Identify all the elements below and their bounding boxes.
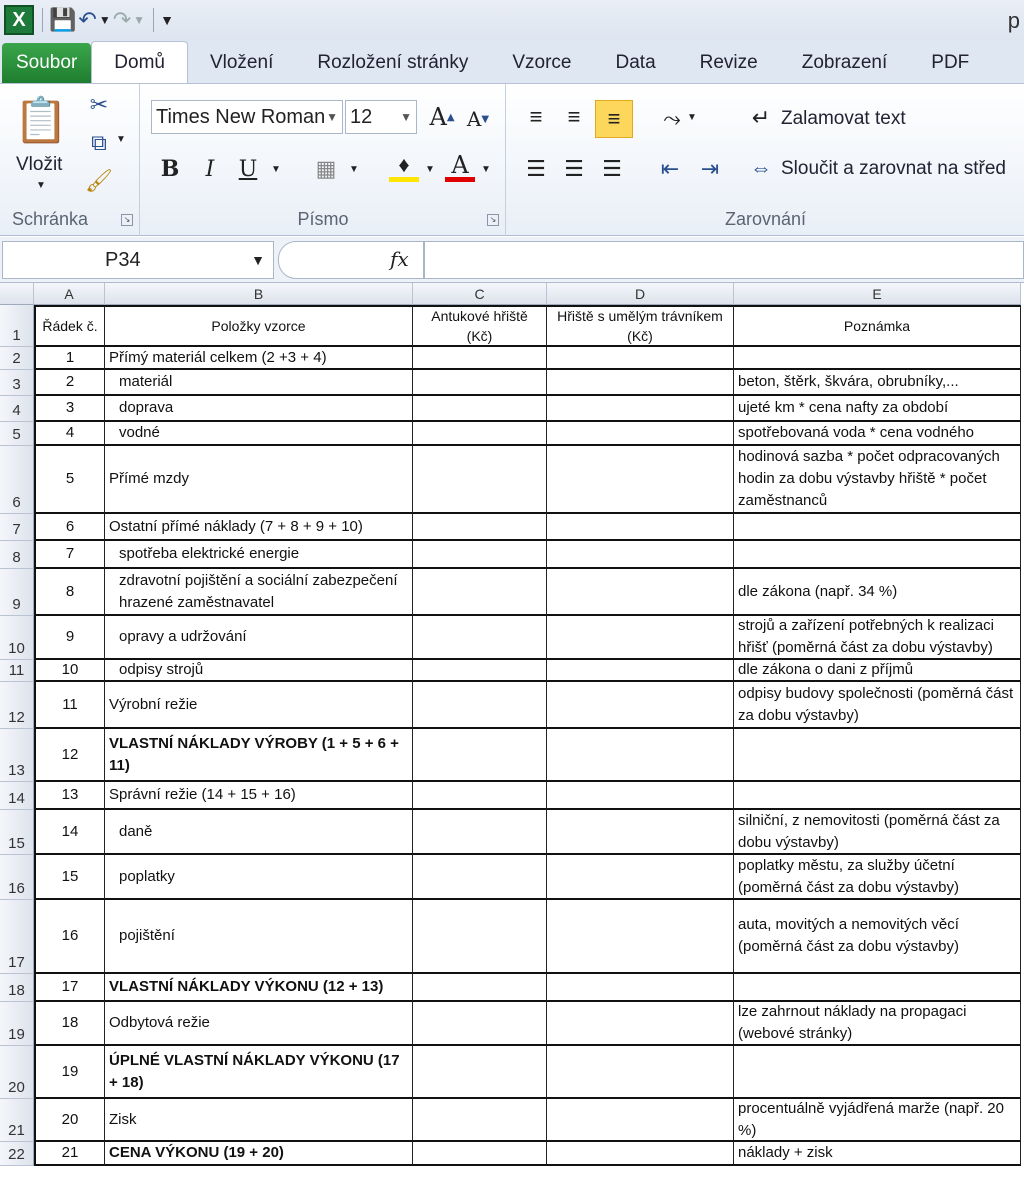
cell-e[interactable]: náklady + zisk	[734, 1142, 1021, 1166]
row-header[interactable]: 7	[0, 514, 34, 541]
align-middle-icon[interactable]: ≡	[567, 104, 581, 129]
font-name-value: Times New Roman	[156, 105, 326, 128]
cell-e[interactable]	[734, 541, 1021, 569]
cell-a[interactable]: 14	[34, 810, 105, 855]
cell-b[interactable]: opravy a udržování	[105, 616, 413, 660]
cell-e[interactable]: Poznámka	[734, 305, 1021, 347]
cell-d[interactable]	[547, 569, 734, 616]
cell-e[interactable]	[734, 514, 1021, 541]
cell-c[interactable]	[413, 900, 547, 974]
cell-e[interactable]: procentuálně vyjádřená marže (např. 20 %)	[734, 1099, 1021, 1142]
cell-d[interactable]	[547, 810, 734, 855]
cell-e[interactable]: silniční, z nemovitosti (poměrná část za dobu výstavby)	[734, 810, 1021, 855]
cell-d[interactable]	[547, 682, 734, 729]
cell-e[interactable]: spotřebovaná voda * cena vodného	[734, 422, 1021, 446]
cell-c[interactable]	[413, 729, 547, 782]
select-all-corner[interactable]	[0, 283, 34, 305]
format-painter-icon[interactable]: 🖌	[85, 168, 113, 193]
cell-d[interactable]	[547, 660, 734, 682]
row-header[interactable]: 15	[0, 810, 34, 855]
cell-e[interactable]: strojů a zařízení potřebných k realizaci hřišť (poměrná část za dobu výstavby)	[734, 616, 1021, 660]
cell-c[interactable]	[413, 810, 547, 855]
cell-d[interactable]	[547, 1046, 734, 1099]
row-header[interactable]: 20	[0, 1046, 34, 1099]
merge-center-button[interactable]: Sloučit a zarovnat na střed	[781, 158, 1006, 179]
decrease-indent-icon[interactable]: ⇤	[660, 156, 680, 181]
window-title: p	[1007, 8, 1020, 33]
cell-a[interactable]: 9	[34, 616, 105, 660]
cell-c[interactable]	[413, 1002, 547, 1046]
row-header[interactable]: 9	[0, 569, 34, 616]
cell-c[interactable]	[413, 782, 547, 810]
fill-color-dropdown-icon[interactable]: ▼	[425, 164, 435, 175]
row-header[interactable]: 22	[0, 1142, 34, 1166]
tab-review[interactable]: Revize	[699, 52, 758, 73]
ribbon-tabs	[0, 40, 1024, 84]
name-box-dropdown-icon[interactable]: ▼	[251, 252, 265, 268]
tab-file[interactable]: Soubor	[2, 43, 91, 83]
cell-d[interactable]: Hřiště s umělým trávníkem (Kč)	[547, 305, 734, 347]
font-group	[141, 84, 506, 236]
column-header-e[interactable]: E	[734, 283, 1021, 305]
worksheet-grid	[0, 283, 1024, 1194]
row-header[interactable]: 11	[0, 660, 34, 682]
row-header[interactable]: 12	[0, 682, 34, 729]
borders-dropdown-icon[interactable]: ▼	[349, 164, 359, 175]
row-header[interactable]: 18	[0, 974, 34, 1002]
cell-e[interactable]	[734, 729, 1021, 782]
cell-b[interactable]: doprava	[105, 396, 413, 422]
grow-font-icon[interactable]: A ▲	[429, 103, 455, 131]
cut-icon[interactable]: ✂	[89, 92, 109, 117]
name-box-value: P34	[105, 248, 141, 271]
row-header[interactable]: 17	[0, 900, 34, 974]
cell-c[interactable]	[413, 541, 547, 569]
cell-a[interactable]: 17	[34, 974, 105, 1002]
font-color-dropdown-icon[interactable]: ▼	[481, 164, 491, 175]
tab-insert[interactable]: Vložení	[209, 52, 274, 73]
cell-a[interactable]: 3	[34, 396, 105, 422]
cell-e[interactable]: ujeté km * cena nafty za období	[734, 396, 1021, 422]
cell-c[interactable]	[413, 660, 547, 682]
quick-access-toolbar	[0, 0, 1024, 40]
redo-icon[interactable]: ↷	[112, 7, 132, 32]
clipboard-group-label: Schránka	[12, 209, 89, 229]
undo-dropdown-icon[interactable]: ▼	[98, 13, 111, 27]
cell-c[interactable]: Antukové hřiště (Kč)	[413, 305, 547, 347]
cell-d[interactable]	[547, 514, 734, 541]
cell-a[interactable]: 15	[34, 855, 105, 900]
cell-b[interactable]: poplatky	[105, 855, 413, 900]
cell-b[interactable]: Přímý materiál celkem (2 +3 + 4)	[105, 347, 413, 370]
row-header[interactable]: 5	[0, 422, 34, 446]
row-header[interactable]: 21	[0, 1099, 34, 1142]
row-header[interactable]: 13	[0, 729, 34, 782]
cell-a[interactable]: 8	[34, 569, 105, 616]
cell-b[interactable]: VLASTNÍ NÁKLADY VÝROBY (1 + 5 + 6 + 11)	[105, 729, 413, 782]
cell-e[interactable]: poplatky městu, za služby účetní (poměrná část za dobu výstavby)	[734, 855, 1021, 900]
paste-button[interactable]: Vložit	[16, 154, 63, 175]
cell-d[interactable]	[547, 900, 734, 974]
insert-function-icon[interactable]: fx	[390, 247, 409, 271]
align-right-icon[interactable]: ☰	[602, 156, 622, 181]
cell-e[interactable]	[734, 782, 1021, 810]
cell-d[interactable]	[547, 347, 734, 370]
cell-e[interactable]	[734, 1046, 1021, 1099]
customize-qat-icon[interactable]: ▼	[160, 12, 174, 28]
cell-c[interactable]	[413, 446, 547, 514]
cell-b[interactable]: Zisk	[105, 1099, 413, 1142]
cell-e[interactable]: dle zákona (např. 34 %)	[734, 569, 1021, 616]
cell-a[interactable]: 10	[34, 660, 105, 682]
row-header[interactable]: 1	[0, 305, 34, 347]
row-header[interactable]: 8	[0, 541, 34, 569]
fill-color-icon[interactable]: ♦	[389, 152, 419, 182]
shrink-font-icon[interactable]: A ▼	[466, 107, 490, 131]
row-header[interactable]: 19	[0, 1002, 34, 1046]
cell-a[interactable]: 21	[34, 1142, 105, 1166]
qat-separator	[153, 8, 154, 32]
cell-a[interactable]: 19	[34, 1046, 105, 1099]
copy-icon[interactable]: ⧉	[91, 130, 107, 155]
cell-d[interactable]	[547, 782, 734, 810]
bold-icon[interactable]: B	[160, 156, 180, 182]
cell-a[interactable]: 7	[34, 541, 105, 569]
cell-d[interactable]	[547, 370, 734, 396]
font-launcher-icon[interactable]: ↘	[487, 214, 499, 226]
cell-d[interactable]	[547, 446, 734, 514]
tab-formulas[interactable]: Vzorce	[512, 52, 572, 73]
cell-c[interactable]	[413, 1142, 547, 1166]
cell-a[interactable]: 20	[34, 1099, 105, 1142]
formula-input[interactable]	[424, 241, 1024, 279]
underline-dropdown-icon[interactable]: ▼	[271, 164, 281, 175]
cell-c[interactable]	[413, 1099, 547, 1142]
tab-home[interactable]: Domů	[91, 41, 188, 83]
orientation-icon[interactable]: ⤳	[663, 106, 681, 131]
cell-d[interactable]	[547, 541, 734, 569]
align-bottom-icon[interactable]: ≡	[595, 100, 633, 138]
undo-icon[interactable]: ↶	[78, 7, 97, 32]
copy-dropdown-icon[interactable]: ▼	[116, 134, 126, 145]
row-header[interactable]: 14	[0, 782, 34, 810]
row-header[interactable]: 2	[0, 347, 34, 370]
cell-b[interactable]: spotřeba elektrické energie	[105, 541, 413, 569]
save-icon[interactable]: 💾	[49, 7, 77, 32]
name-box[interactable]	[2, 241, 274, 279]
cell-e[interactable]: auta, movitých a nemovitých věcí (poměrná část za dobu výstavby)	[734, 900, 1021, 974]
cell-d[interactable]	[547, 1142, 734, 1166]
cell-a[interactable]: 12	[34, 729, 105, 782]
tab-view[interactable]: Zobrazení	[801, 52, 888, 73]
cell-d[interactable]	[547, 974, 734, 1002]
cell-d[interactable]	[547, 616, 734, 660]
cell-a[interactable]: 1	[34, 347, 105, 370]
cell-b[interactable]: Ostatní přímé náklady (7 + 8 + 9 + 10)	[105, 514, 413, 541]
cell-a[interactable]: 11	[34, 682, 105, 729]
cell-d[interactable]	[547, 1099, 734, 1142]
cell-c[interactable]	[413, 347, 547, 370]
cell-e[interactable]	[734, 974, 1021, 1002]
column-header-a[interactable]: A	[34, 283, 105, 305]
cell-d[interactable]	[547, 1002, 734, 1046]
cell-a[interactable]: 6	[34, 514, 105, 541]
cell-a[interactable]: 13	[34, 782, 105, 810]
font-name-dropdown-icon[interactable]: ▼	[326, 110, 338, 124]
cell-c[interactable]	[413, 682, 547, 729]
cell-e[interactable]	[734, 347, 1021, 370]
paste-dropdown-icon[interactable]: ▼	[36, 180, 46, 191]
cell-c[interactable]	[413, 422, 547, 446]
column-header-c[interactable]: C	[413, 283, 547, 305]
cell-c[interactable]	[413, 514, 547, 541]
cell-d[interactable]	[547, 729, 734, 782]
cell-e[interactable]: dle zákona o dani z příjmů	[734, 660, 1021, 682]
column-header-d[interactable]: D	[547, 283, 734, 305]
cell-e[interactable]: odpisy budovy společnosti (poměrná část za dobu výstavby)	[734, 682, 1021, 729]
cell-b[interactable]: Odbytová režie	[105, 1002, 413, 1046]
increase-indent-icon[interactable]: ⇥	[700, 156, 720, 181]
clipboard-launcher-icon[interactable]: ↘	[121, 214, 133, 226]
borders-icon[interactable]: ▦	[315, 156, 337, 181]
row-header[interactable]: 4	[0, 396, 34, 422]
italic-icon[interactable]: I	[205, 156, 215, 182]
font-name-combo[interactable]	[151, 100, 343, 134]
row-header[interactable]: 16	[0, 855, 34, 900]
cell-b[interactable]: zdravotní pojištění a sociální zabezpečení hrazené zaměstnavatel	[105, 569, 413, 616]
font-size-dropdown-icon[interactable]: ▼	[400, 110, 412, 124]
cell-a[interactable]: 5	[34, 446, 105, 514]
row-header[interactable]: 6	[0, 446, 34, 514]
align-top-icon[interactable]: ≡	[529, 104, 543, 129]
row-header[interactable]: 3	[0, 370, 34, 396]
cell-b[interactable]: Přímé mzdy	[105, 446, 413, 514]
align-center-icon[interactable]: ☰	[564, 156, 584, 181]
merge-center-icon[interactable]: ⇔	[750, 155, 772, 180]
font-group-label: Písmo	[297, 209, 349, 229]
cell-a[interactable]: 4	[34, 422, 105, 446]
tab-page-layout[interactable]: Rozložení stránky	[317, 52, 469, 73]
cell-e[interactable]: beton, štěrk, škvára, obrubníky,...	[734, 370, 1021, 396]
cell-b[interactable]: CENA VÝKONU (19 + 20)	[105, 1142, 413, 1166]
cell-d[interactable]	[547, 422, 734, 446]
column-header-b[interactable]: B	[105, 283, 413, 305]
cell-c[interactable]	[413, 974, 547, 1002]
ribbon	[0, 84, 1024, 236]
cell-b[interactable]: vodné	[105, 422, 413, 446]
cell-b[interactable]: daně	[105, 810, 413, 855]
wrap-text-icon[interactable]: ↵	[751, 105, 771, 130]
cell-a[interactable]: 2	[34, 370, 105, 396]
redo-dropdown-icon[interactable]: ▼	[133, 13, 146, 27]
cell-c[interactable]	[413, 1046, 547, 1099]
cell-a[interactable]: Řádek č.	[34, 305, 105, 347]
cell-e[interactable]: lze zahrnout náklady na propagaci (webové stránky)	[734, 1002, 1021, 1046]
cell-c[interactable]	[413, 569, 547, 616]
cell-b[interactable]: odpisy strojů	[105, 660, 413, 682]
formula-bar	[0, 237, 1024, 283]
cell-c[interactable]	[413, 855, 547, 900]
cell-c[interactable]	[413, 396, 547, 422]
cell-b[interactable]: Položky vzorce	[105, 305, 413, 347]
cell-a[interactable]: 18	[34, 1002, 105, 1046]
tab-pdf[interactable]: PDF	[931, 52, 970, 73]
align-left-icon[interactable]: ☰	[526, 156, 546, 181]
font-color-icon[interactable]: A	[445, 152, 475, 182]
clipboard-group	[0, 84, 140, 236]
cell-c[interactable]	[413, 616, 547, 660]
excel-logo-icon[interactable]: X	[4, 4, 34, 36]
font-size-value: 12	[350, 105, 373, 128]
cell-e[interactable]: hodinová sazba * počet odpracovaných hodin za dobu výstavby hřiště * počet zaměstnanců	[734, 446, 1021, 514]
font-size-combo[interactable]	[345, 100, 417, 134]
cell-b[interactable]: pojištění	[105, 900, 413, 974]
row-header[interactable]: 10	[0, 616, 34, 660]
cell-b[interactable]: VLASTNÍ NÁKLADY VÝKONU (12 + 13)	[105, 974, 413, 1002]
qat-separator	[42, 8, 43, 32]
orientation-dropdown-icon[interactable]: ▼	[687, 112, 697, 123]
alignment-group-label: Zarovnání	[724, 209, 807, 229]
cell-b[interactable]: Výrobní režie	[105, 682, 413, 729]
cell-c[interactable]	[413, 370, 547, 396]
underline-icon[interactable]: U	[238, 156, 258, 182]
cell-a[interactable]: 16	[34, 900, 105, 974]
wrap-text-button[interactable]: Zalamovat text	[781, 108, 906, 129]
cell-b[interactable]: Správní režie (14 + 15 + 16)	[105, 782, 413, 810]
alignment-group	[507, 84, 1024, 236]
cell-d[interactable]	[547, 396, 734, 422]
cell-b[interactable]: materiál	[105, 370, 413, 396]
cell-d[interactable]	[547, 855, 734, 900]
tab-data[interactable]: Data	[615, 52, 656, 73]
paste-icon[interactable]: 📋	[13, 96, 69, 145]
cell-b[interactable]: ÚPLNÉ VLASTNÍ NÁKLADY VÝKONU (17 + 18)	[105, 1046, 413, 1099]
